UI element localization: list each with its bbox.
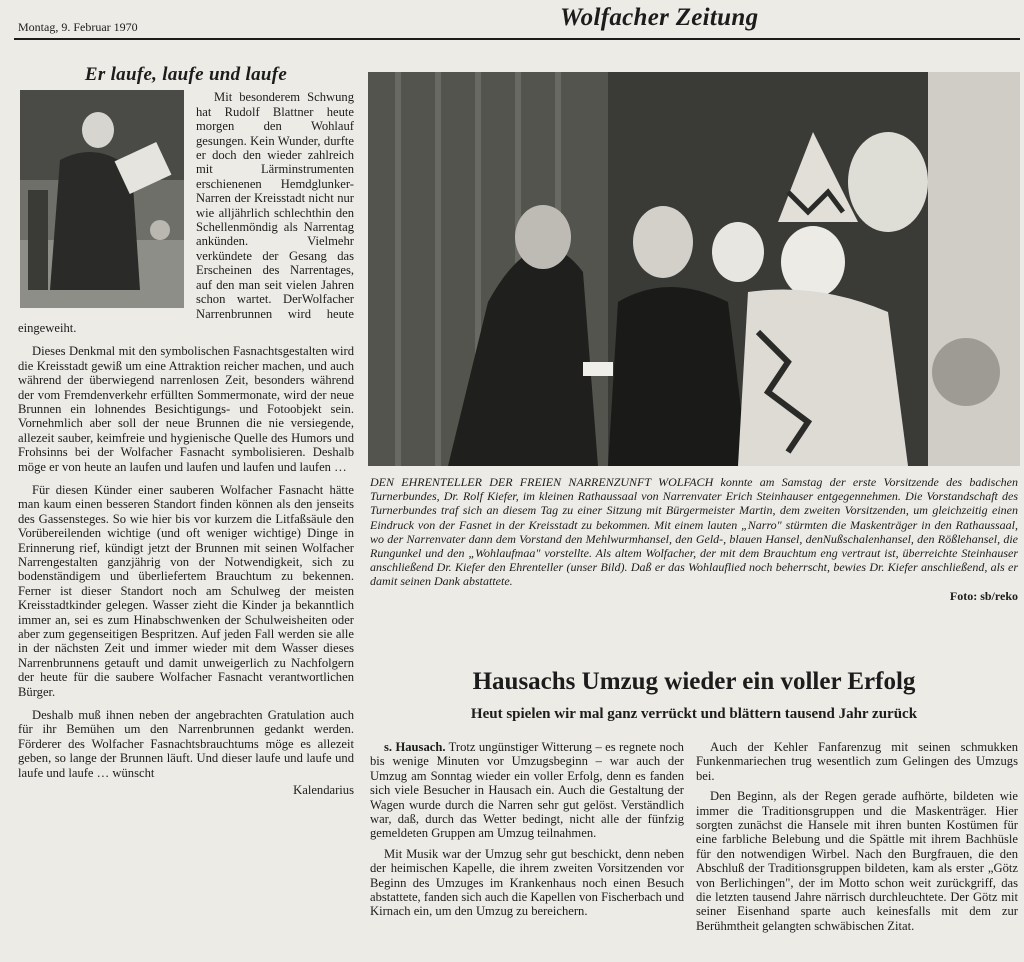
main-article-paragraph — [370, 740, 684, 841]
dateline: s. Hausach. — [384, 740, 446, 754]
left-article-paragraph: Dieses Denkmal mit den symbolischen Fasnachtsgestalten wird die Kreisstadt gewiß um eine Attraktion reicher machen, und auch während der überwiegend narrenlosen Zeit, besonders während der vom Fremdenverkehr erfüllten Sommermonate, wird der neue Brunnen ein lohnendes Besichtigungs- und Fotoobjekt sein. Vornehmlich aber soll der neue Brunnen die nie versiegende, allezeit sauber, keimfreie und hygienische Quelle des Humors und Frohsinns bei der Wolfacher Fasnacht symbolisieren. Deshalb möge er von heute an laufen und laufen und laufen und laufen … — [18, 344, 354, 474]
photo-credit: Foto: sb/reko — [949, 588, 1018, 603]
main-article-paragraph: Auch der Kehler Fanfarenzug mit seinen schmukken Funkenmariechen trug wesentlich zum Gelingen des Umzugs bei. — [696, 740, 1018, 783]
main-article-text: Trotz ungünstiger Witterung – es regnete noch bis wenige Minuten vor Umzugsbeginn – war auch der Umzug am Sonntag wieder ein voller Erfolg, denn es fanden sich viele Besucher in Hausach ein. Auch die Gestaltung der Wagen wurde durch die Narren sehr gut gelöst. Verständlich war, daß, durch das Wetter bedingt, nicht alle der fünfzig gemeldeten Gruppen am Umzug teilnahmen. — [370, 740, 684, 841]
main-headline: Hausachs Umzug wieder ein voller Erfolg — [472, 668, 916, 695]
author-signature: Kalendarius — [293, 783, 354, 798]
photo-caption-text: DEN EHRENTELLER DER FREIEN NARRENZUNFT WOLFACH konnte am Samstag der erste Vorsitzende des badischen Turnerbundes, Dr. Rolf Kiefer, im kleinen Rathaussaal von Narrenvater Erich Steinhauser entgegennehmen. Die Vorstandschaft des Turnerbundes traf sich an diesem Tag zu einer Sitzung mit Bürgermeister Martin, dem zweiten Vorsitzenden, um gleichzeitig einen Eindruck von der Fasnet in der Kreisstadt zu bekommen. Mit einem lauten „Narro" stürmten die Maskenträger in den Rathaussaal, wo der Narrenvater dann dem Vorstand den Mehlwurmhansel, den Geld-, blauen Hansel, denNußschalenhansel, den Rößlehansel, die Rungunkel und den „Wohlaufmaa" vorstellte. Als altem Wolfacher, der mit dem Brauchtum eng vertraut ist, überreichte Steinhauser anschließend Dr. Kiefer den Ehrenteller (unser Bild). Daß er das Wohlauflied noch beherrscht, bewies Dr. Kiefer anschließend, als er damit seinen Dank abstattete. — [370, 475, 1018, 589]
left-article — [18, 64, 354, 798]
main-article-column-2 — [696, 740, 1018, 939]
newspaper-title: Wolfacher Zeitung — [560, 4, 759, 31]
photo-caption — [370, 475, 1018, 603]
left-article-title: Er laufe, laufe und laufe — [84, 64, 288, 85]
main-article-column-1 — [370, 740, 684, 925]
main-article-paragraph: Den Beginn, als der Regen gerade aufhörte, bildeten wie immer die Traditionsgruppen und die Maskenträger. Hier sorgten zunächst die Hansele mit ihren bunten Kostümen für eine farbliche Belebung und die Spättle mit ihrem Bachhüsle für den notwendigen Wirbel. Nach den Burgfrauen, die den Abschluß der Traditionsgruppen bildeten, kam als erster „Götz von Berlichingen", der im Motto schon weit zurückgriff, das die letzten tausend Jahre närrisch durchleuchtete. Der Götz mit seiner Eisenhand sparte auch keinesfalls mit dem zur Berühmtheit gelangten schwäbischen Zitat. — [696, 789, 1018, 933]
left-article-paragraph: Deshalb muß ihnen neben der angebrachten Gratulation auch für ihr Bemühen um den Narrenbrunnen gedankt werden. Förderer des Wolfacher Fasnachtsbrauchtums möge es allezeit geben, so lange der Brunnen läuft. Und dieser laufe und laufe und laufe und laufe … wünscht — [18, 708, 354, 780]
masthead-rule — [14, 38, 1020, 40]
man-singing-image — [20, 90, 184, 308]
issue-date: Montag, 9. Februar 1970 — [18, 20, 138, 34]
main-subheadline: Heut spielen wir mal ganz verrückt und blättern tausend Jahr zurück — [470, 706, 918, 722]
main-article-paragraph: Mit Musik war der Umzug sehr gut beschickt, denn neben der heimischen Kapelle, die ihrem zweiten Vorsitzenden vor Beginn des Umzuges im Krankenhaus noch einen Besuch abstattete, fanden sich auch die Kapellen von Fischerbach und Kirnach ein, um den Umzug zu bereichern. — [370, 846, 684, 919]
ehrenteller-photo — [368, 72, 1020, 466]
ehrenteller-image — [368, 72, 1020, 466]
left-article-paragraph: Für diesen Künder einer sauberen Wolfacher Fasnacht hätte man kaum einen besseren Standort finden können als den jenseits des Gassensteges. So wie hier bis vor kurzem die Litfaßsäule den Vorübereilenden wichtige (und oft weniger wichtige) Dinge in Erinnerung rief, kündigt jetzt der Brunnen mit seinen Wolfacher Narrengestalten ganzjährig von der Notwendigkeit, sich zu bodenständigem und überliefertem Brauchtum zu bekennen. Ferner ist dieser Standort noch am Schulweg der meisten Kreisstadtkinder gelegen. Wasser zieht die Kinder ja bekanntlich immer an, sei es zum Hinabschwenken der Schulweisheiten oder aber zum gegenseitigen Bespritzen. Auf jeden Fall werden sie alle in der nächsten Zeit und immer wieder mit dem Wasser dieses Narrenbrunnens getauft und damit unweigerlich zu Nachfolgern der heute für die saubere Wolfacher Fasnacht verantwortlichen Bürger. — [18, 482, 354, 699]
left-article-paragraph: Mit besonderem Schwung hat Rudolf Blattner heute morgen den Wohlauf gesungen. Kein Wunder, durfte er doch den wieder zahlreich mit Lärminstrumenten erschienenen Hemdglunker-Narren der Kreisstadt nicht nur wie alljährlich schlechthin den Schellenmöndig als Narrentag ankünden. Vielmehr verkündete der Gesang das Erscheinen des Narrentages, auf den man seit vielen Jahren schon wartet. DerWolfacher Narrenbrunnen wird heute eingeweiht. — [18, 90, 354, 335]
man-singing-photo — [20, 90, 184, 308]
